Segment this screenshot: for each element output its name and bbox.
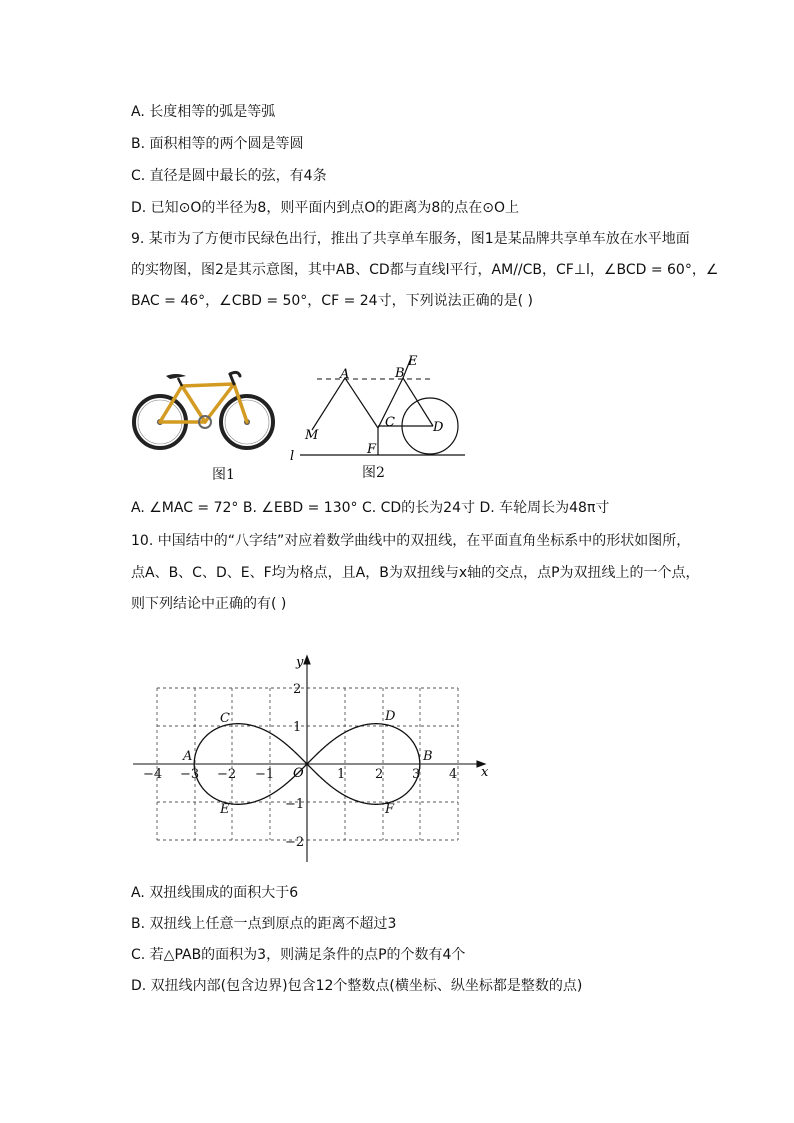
q10-stem-line3: 则下列结论中正确的有( ) bbox=[131, 596, 287, 612]
x-tick-4: 4 bbox=[449, 767, 458, 782]
bicycle-handlebar bbox=[230, 372, 240, 384]
q9-stem-line2: 的实物图，图2是其示意图，其中AB、CD都与直线l平行，AM//CB，CF⊥l，∠BCD = 60°，∠ bbox=[131, 262, 719, 278]
q10-option-c: C. 若△PAB的面积为3，则满足条件的点P的个数有4个 bbox=[131, 947, 466, 963]
bicycle-figure bbox=[130, 360, 280, 455]
point-d-label: D bbox=[385, 709, 396, 724]
q9-stem-line1: 9. 某市为了方便市民绿色出行，推出了共享单车服务，图1是某品牌共享单车放在水平地面 bbox=[131, 231, 690, 247]
bicycle-schematic-figure bbox=[285, 350, 470, 465]
x-tick-1: 1 bbox=[337, 767, 346, 782]
point-f-label: F bbox=[385, 802, 395, 817]
label-d: D bbox=[433, 420, 444, 435]
q10-option-d: D. 双扭线内部(包含边界)包含12个整数点(横坐标、纵坐标都是整数的点) bbox=[131, 978, 583, 994]
point-e-label: E bbox=[220, 802, 230, 817]
q10-option-b: B. 双扭线上任意一点到原点的距离不超过3 bbox=[131, 916, 397, 932]
label-l: l bbox=[290, 449, 295, 464]
x-tick-neg2: −2 bbox=[217, 767, 237, 782]
q9-options: A. ∠MAC = 72° B. ∠EBD = 130° C. CD的长为24寸 D. 车轮周长为48π寸 bbox=[131, 500, 610, 516]
y-tick-neg2: −2 bbox=[285, 835, 305, 850]
point-a-label: A bbox=[183, 749, 193, 764]
label-b: B bbox=[395, 366, 405, 381]
point-c-label: C bbox=[220, 711, 230, 726]
q9-stem-line3: BAC = 46°，∠CBD = 50°，CF = 24寸，下列说法正确的是( ) bbox=[131, 293, 533, 309]
x-tick-neg3: −3 bbox=[180, 767, 200, 782]
bicycle-seat bbox=[166, 374, 186, 386]
label-c: C bbox=[385, 415, 395, 430]
x-axis-label: x bbox=[481, 765, 489, 780]
label-m: M bbox=[305, 428, 319, 443]
label-f: F bbox=[367, 442, 377, 457]
x-tick-neg4: −4 bbox=[143, 767, 163, 782]
origin-label: O bbox=[293, 766, 304, 781]
figure2-caption: 图2 bbox=[362, 465, 385, 481]
q8-option-b: B. 面积相等的两个圆是等圆 bbox=[131, 136, 304, 152]
label-a: A bbox=[340, 367, 350, 382]
y-axis-label: y bbox=[296, 655, 304, 670]
x-tick-3: 3 bbox=[412, 767, 421, 782]
y-tick-2: 2 bbox=[293, 682, 302, 697]
label-e: E bbox=[408, 354, 418, 369]
q10-stem-line1: 10. 中国结中的“八字结”对应着数学曲线中的双扭线，在平面直角坐标系中的形状如图所， bbox=[131, 533, 691, 549]
segment-bd bbox=[403, 378, 433, 426]
q8-option-c: C. 直径是圆中最长的弦，有4条 bbox=[131, 168, 327, 184]
y-tick-1: 1 bbox=[293, 720, 302, 735]
x-tick-2: 2 bbox=[375, 767, 384, 782]
point-b-label: B bbox=[423, 749, 433, 764]
q8-option-a: A. 长度相等的弧是等弧 bbox=[131, 104, 276, 120]
q10-stem-line2: 点A、B、C、D、E、F均为格点，且A，B为双扭线与x轴的交点，点P为双扭线上的一个点， bbox=[131, 565, 700, 581]
y-tick-neg1: −1 bbox=[285, 797, 305, 812]
q8-option-d: D. 已知⊙O的半径为8，则平面内到点O的距离为8的点在⊙O上 bbox=[131, 200, 520, 216]
q10-option-a: A. 双扭线围成的面积大于6 bbox=[131, 885, 299, 901]
figure1-caption: 图1 bbox=[212, 467, 235, 483]
x-tick-neg1: −1 bbox=[255, 767, 275, 782]
lemniscate-graph bbox=[125, 650, 495, 865]
